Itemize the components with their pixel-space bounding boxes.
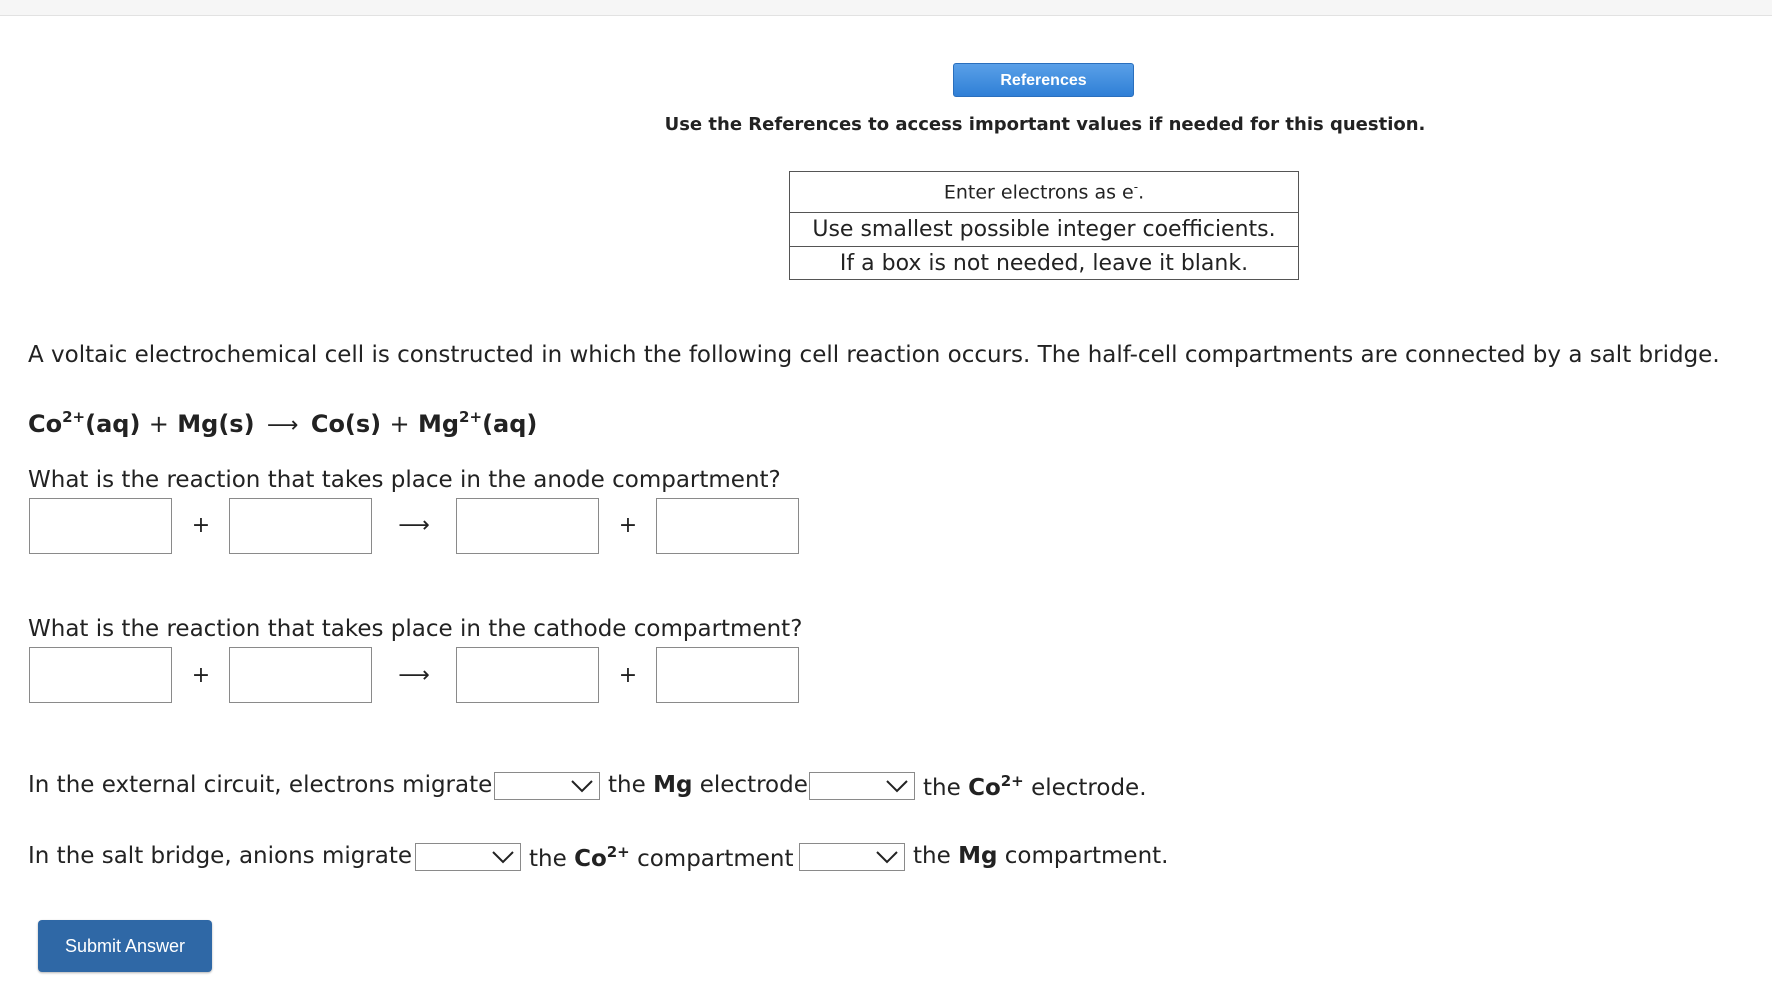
chevron-down-icon [870,844,904,870]
intro-text: A voltaic electrochemical cell is constructed in which the following cell reaction occurs. The half-cell compartments are connected by a salt bridge. [28,342,1720,368]
anode-plus-2: + [618,513,638,538]
chevron-down-icon [486,844,520,870]
anode-product-2-input[interactable] [656,498,799,554]
salt-bridge-direction-2-select[interactable] [799,843,905,871]
circuit-end: the $Co^{2+}$ electrode. [923,772,1147,801]
anode-product-1-input[interactable] [456,498,599,554]
instruction-blank: If a box is not needed, leave it blank. [790,247,1299,280]
instruction-coefficients: Use smallest possible integer coefficients. [790,213,1299,247]
cathode-question: What is the reaction that takes place in the cathode compartment? [28,616,803,642]
cathode-product-2-input[interactable] [656,647,799,703]
cathode-arrow-icon: ⟶ [398,663,430,688]
references-note: Use the References to access important values if needed for this question. [664,114,1426,135]
references-button[interactable]: References [953,63,1134,97]
anode-reactant-1-input[interactable] [29,498,172,554]
salt-bridge-prefix: In the salt bridge, anions migrate [28,843,413,869]
circuit-prefix: In the external circuit, electrons migrate [28,772,493,798]
cathode-product-1-input[interactable] [456,647,599,703]
cathode-plus-2: + [618,663,638,688]
salt-bridge-end: the Mg compartment. [913,843,1169,869]
cell-reaction: $Co^{2+}(aq) + Mg(s)$ ⟶ $Co(s) + Mg^{2+}(aq)$ [28,408,538,438]
salt-bridge-middle: the $Co^{2+}$ compartment [529,843,794,872]
anode-reactant-2-input[interactable] [229,498,372,554]
circuit-middle: the Mg electrode [608,772,808,798]
cathode-reactant-1-input[interactable] [29,647,172,703]
circuit-direction-2-select[interactable] [809,772,915,800]
salt-bridge-direction-1-select[interactable] [415,843,521,871]
anode-plus-1: + [191,513,211,538]
anode-question: What is the reaction that takes place in the anode compartment? [28,467,781,493]
instruction-electrons: Enter electrons as e-. [790,172,1299,213]
cathode-reactant-2-input[interactable] [229,647,372,703]
reaction-arrow-icon: ⟶ [266,413,299,438]
anode-arrow-icon: ⟶ [398,513,430,538]
circuit-direction-1-select[interactable] [494,772,600,800]
cathode-plus-1: + [191,663,211,688]
chevron-down-icon [880,773,914,799]
chevron-down-icon [565,773,599,799]
submit-answer-button[interactable]: Submit Answer [38,920,212,972]
top-bar [0,0,1772,16]
instructions-table [789,171,1299,280]
